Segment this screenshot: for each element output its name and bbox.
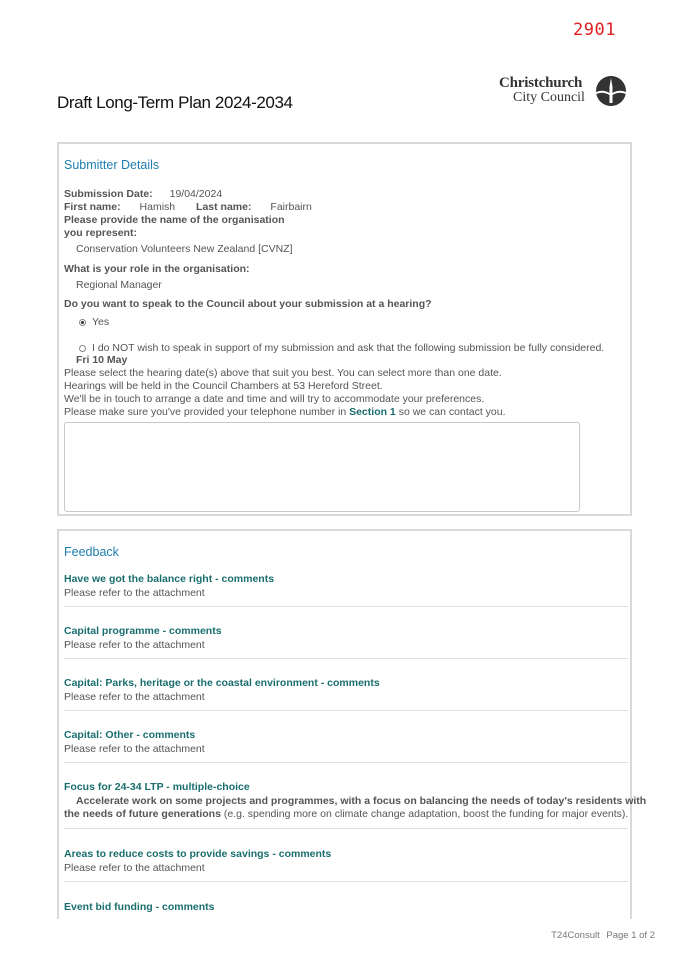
feedback-item-reduce-costs — [64, 848, 628, 882]
logo-line-1: Christchurch — [499, 75, 583, 91]
feedback-item-focus — [64, 781, 647, 829]
document-title: Draft Long-Term Plan 2024-2034 — [57, 93, 293, 112]
feedback-answer: Please refer to the attachment — [64, 862, 205, 874]
feedback-question: Have we got the balance right - comments — [64, 573, 275, 585]
feedback-answer: Please refer to the attachment — [64, 743, 205, 755]
feedback-panel — [57, 529, 647, 919]
council-logo — [499, 75, 629, 109]
feedback-answer-line-2 — [64, 808, 628, 820]
feedback-answer: Please refer to the attachment — [64, 691, 205, 703]
submission-date-label: Submission Date: — [64, 188, 153, 200]
last-name-label: Last name: — [196, 201, 252, 213]
role-question: What is your role in the organisation: — [64, 263, 250, 275]
document-number-stamp: 2901 — [573, 20, 616, 40]
feedback-item-event-bid — [64, 901, 628, 919]
feedback-question: Capital programme - comments — [64, 625, 222, 637]
organisation-value: Conservation Volunteers New Zealand [CVNZ] — [76, 243, 293, 255]
feedback-section-title: Feedback — [64, 545, 119, 559]
footer-page-number: Page 1 of 2 — [606, 930, 655, 941]
cathedral-emblem-icon — [595, 75, 627, 107]
hearing-yes-label: Yes — [92, 316, 110, 328]
feedback-answer: Please refer to the attachment — [64, 587, 205, 599]
org-question-line-1: Please provide the name of the organisation — [64, 214, 285, 226]
logo-line-2: City Council — [513, 90, 585, 105]
hearing-question: Do you want to speak to the Council about your submission at a hearing? — [64, 298, 432, 310]
feedback-question: Areas to reduce costs to provide savings - comments — [64, 848, 332, 860]
feedback-answer-line-1 — [64, 795, 647, 807]
focus-answer-rest: (e.g. spending more on climate change adaptation, boost the funding for major events). — [220, 808, 629, 820]
hearing-date: Fri 10 May — [76, 354, 128, 366]
submitter-details-panel — [57, 142, 632, 516]
name-row — [64, 201, 312, 213]
submission-date-value: 19/04/2024 — [169, 188, 223, 200]
hearing-info-line-1: Please select the hearing date(s) above that suit you best. You can select more than one date. — [64, 367, 502, 379]
focus-answer-bold-1: Accelerate work on some projects and programmes, with a focus on balancing the needs of today's residents with — [76, 795, 647, 807]
feedback-question: Event bid funding - comments — [64, 901, 215, 913]
feedback-item-capital-other — [64, 729, 628, 763]
hearing-no-radio[interactable] — [79, 345, 86, 352]
feedback-question: Focus for 24-34 LTP - multiple-choice — [64, 781, 250, 793]
feedback-item-balance — [64, 573, 628, 607]
hearing-info-line-3: We'll be in touch to arrange a date and time and will try to accommodate your preferences. — [64, 393, 485, 405]
page-footer — [551, 930, 655, 941]
first-name-value: Hamish — [139, 201, 176, 213]
role-value: Regional Manager — [76, 279, 162, 291]
hearing-comments-textbox[interactable] — [64, 422, 580, 512]
info-line-4-post: so we can contact you. — [395, 406, 506, 418]
feedback-question: Capital: Parks, heritage or the coastal environment - comments — [64, 677, 380, 689]
section-1-reference: Section 1 — [349, 406, 396, 418]
submission-date-row — [64, 188, 222, 200]
hearing-info-line-4 — [64, 406, 506, 418]
org-question-line-2: you represent: — [64, 227, 137, 239]
hearing-yes-radio[interactable] — [79, 319, 86, 326]
feedback-item-capital-parks — [64, 677, 628, 711]
submitter-section-title: Submitter Details — [64, 158, 160, 172]
last-name-value: Fairbairn — [270, 201, 312, 213]
feedback-answer: Please refer to the attachment — [64, 639, 205, 651]
hearing-no-label: I do NOT wish to speak in support of my submission and ask that the following submission be fully considered. — [92, 342, 605, 354]
footer-source: T24Consult — [551, 930, 600, 941]
focus-answer-bold-2: the needs of future generations — [64, 808, 221, 820]
feedback-item-capital-programme — [64, 625, 628, 659]
feedback-question: Capital: Other - comments — [64, 729, 196, 741]
first-name-label: First name: — [64, 201, 121, 213]
info-line-4-pre: Please make sure you've provided your telephone number in — [64, 406, 350, 418]
hearing-info-line-2: Hearings will be held in the Council Chambers at 53 Hereford Street. — [64, 380, 383, 392]
